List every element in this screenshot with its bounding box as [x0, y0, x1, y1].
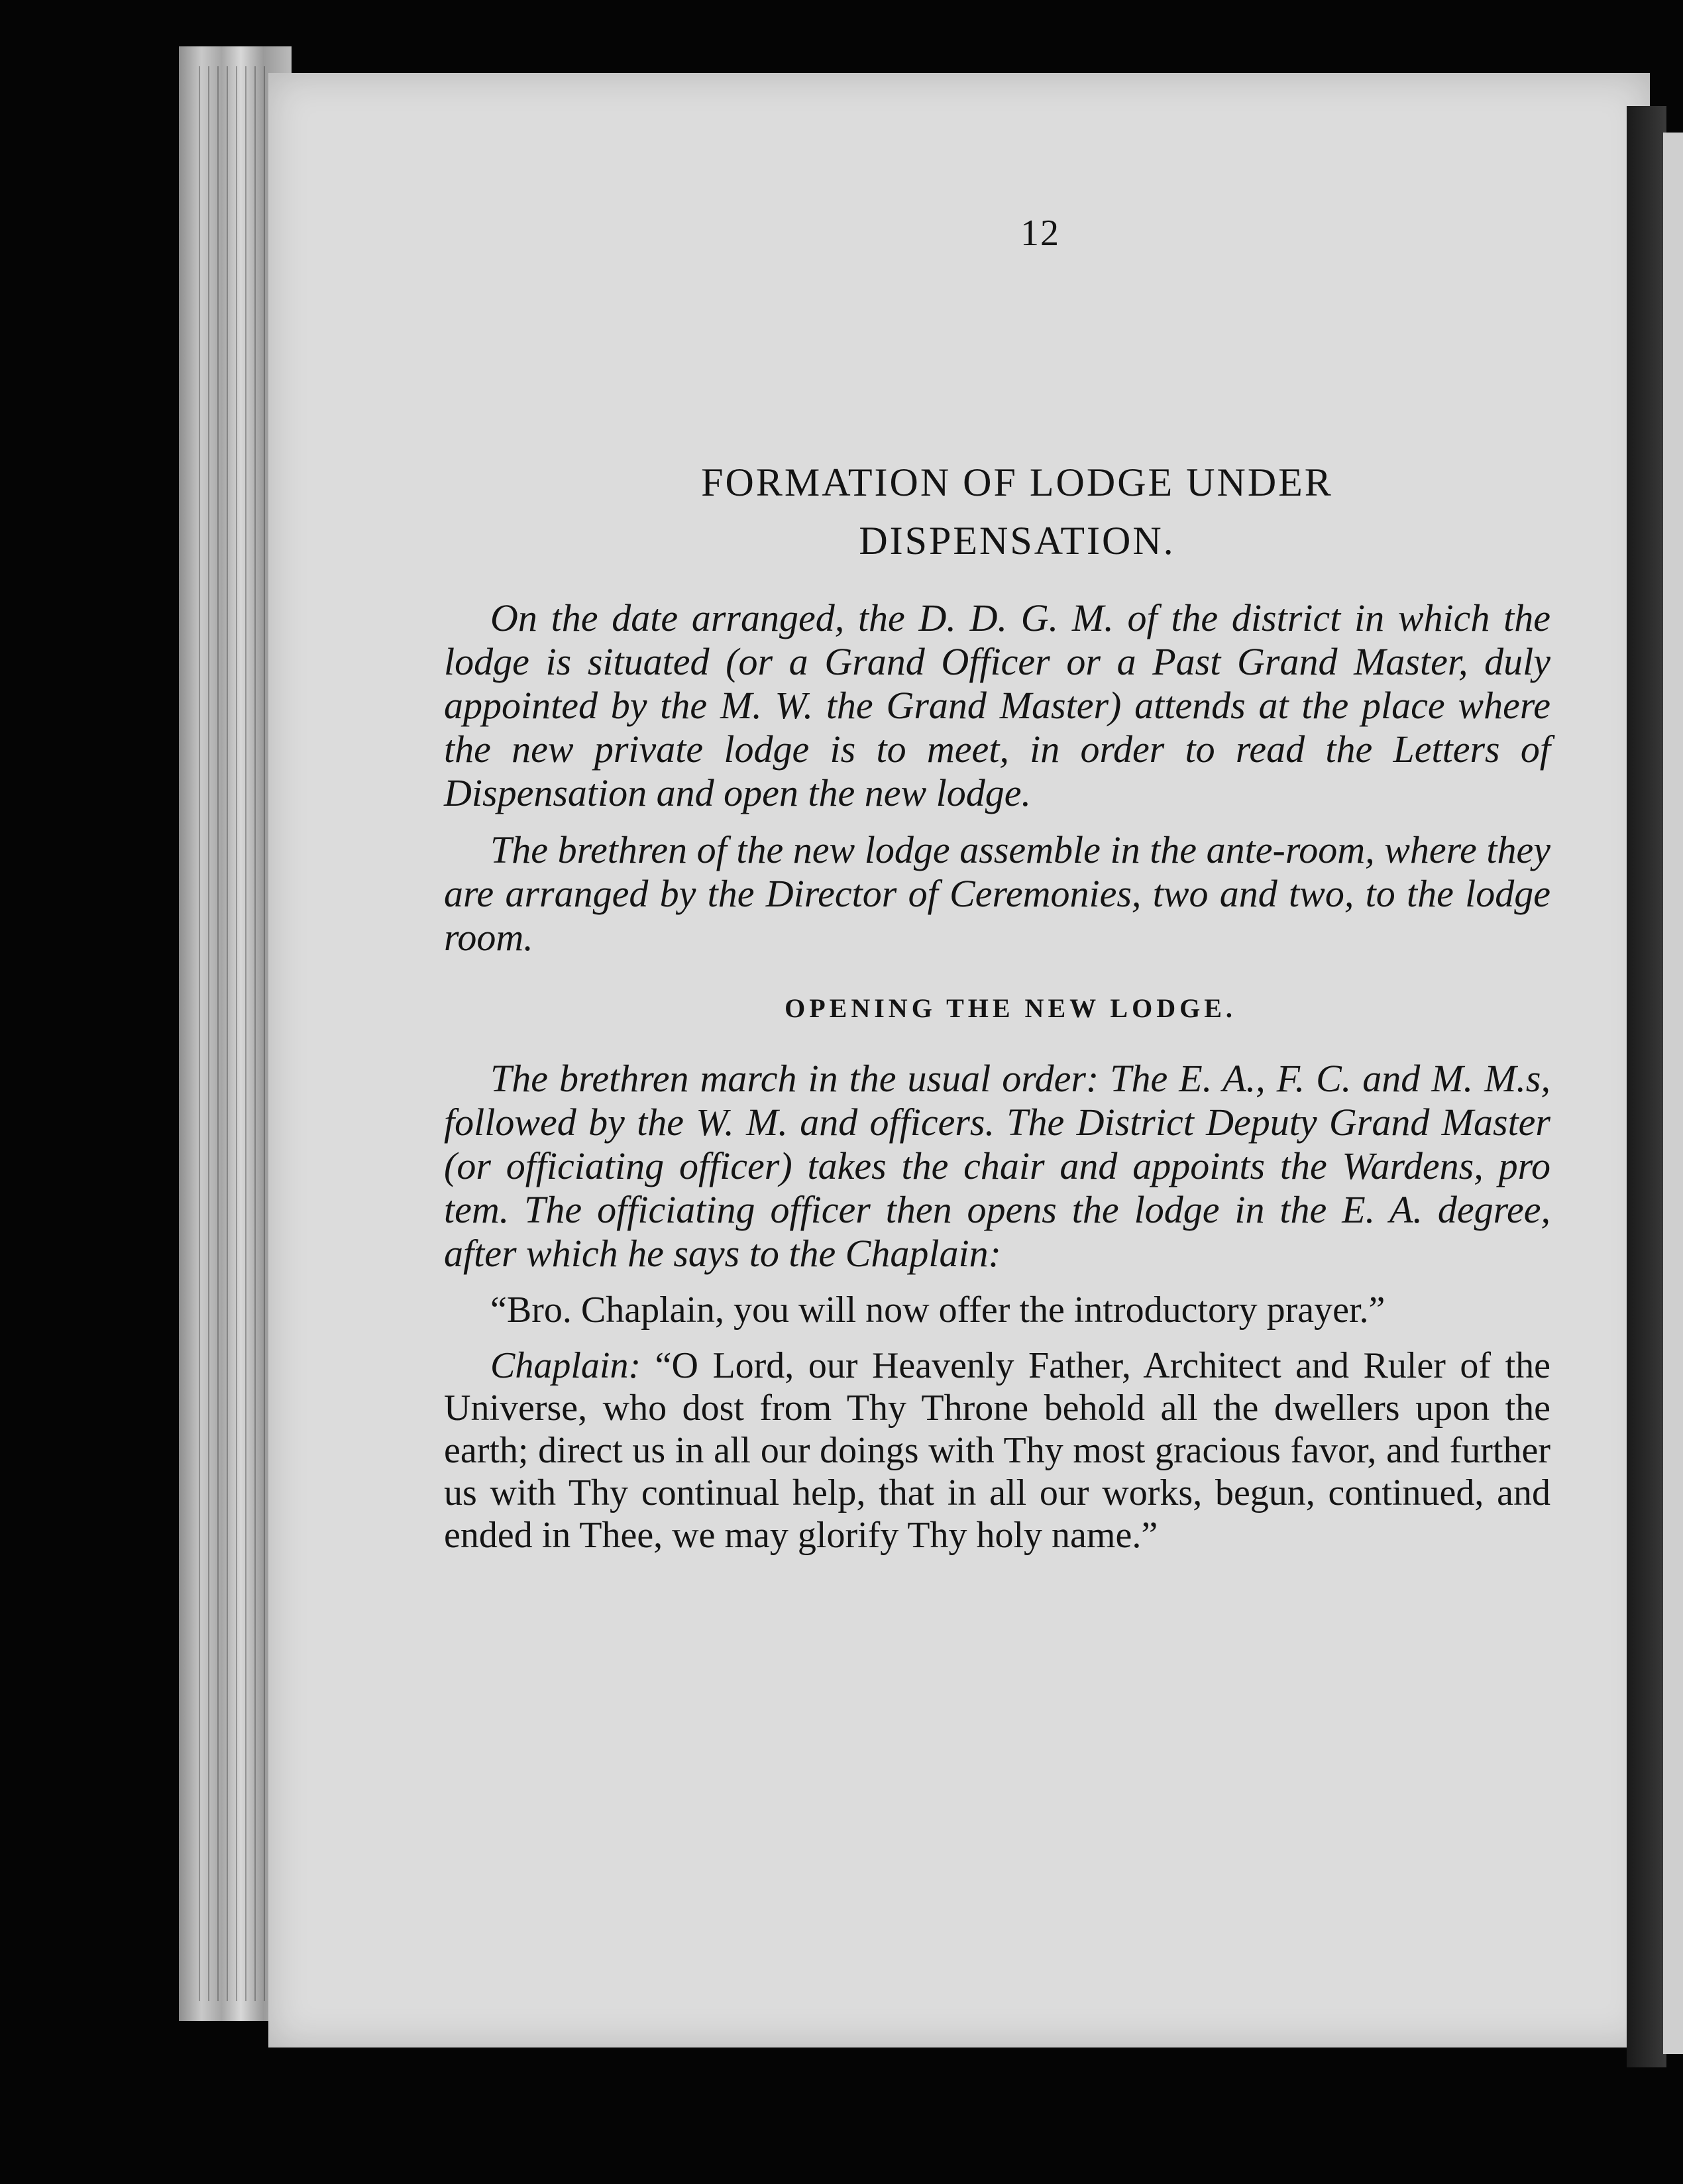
adjacent-page-edge: [1663, 133, 1683, 2054]
page-number: 12: [1020, 213, 1060, 254]
paragraph-3: The brethren march in the usual order: The E. A., F. C. and M. M.s, followed by the W. M. and officers. The District Deputy Grand Master (or officiating officer) takes the chair and appoints the Wardens, pro tem. The officiating officer then opens the lodge in the E. A. degree, after which he says to the Chaplain:: [444, 1057, 1550, 1275]
gutter-shadow: [1627, 106, 1666, 2067]
section-title-line-1: FORMATION OF LODGE UNDER: [701, 461, 1333, 504]
section-title-line-2: DISPENSATION.: [859, 519, 1175, 563]
chaplain-speaker: Chaplain:: [490, 1345, 641, 1386]
paragraph-1: On the date arranged, the D. D. G. M. of the district in which the lodge is situated (or a Grand Officer or a Past Grand Master, duly appointed by the M. W. the Grand Master) attends at the place where the new private lodge is to meet, in order to read the Letters of Dispensation and open the new lodge.: [444, 596, 1550, 814]
quote-1: “Bro. Chaplain, you will now offer the introductory prayer.”: [490, 1289, 1385, 1331]
chaplain-paragraph: [444, 1344, 1550, 1556]
paragraph-2: The brethren of the new lodge assemble in the ante-room, where they are arranged by the Director of Ceremonies, two and two, to the lodge room.: [444, 828, 1550, 959]
chaplain-prayer: “O Lord, our Heavenly Father, Architect and Ruler of the Universe, who dost from Thy Throne behold all the dwellers upon the earth; direct us in all our doings with Thy most gracious favor, and further us with Thy continual help, that in all our works, begun, continued, and ended in Thee, we may glorify Thy holy name.”: [444, 1345, 1551, 1556]
subheading: OPENING THE NEW LODGE.: [785, 993, 1236, 1023]
page-text: [444, 212, 1550, 1570]
section-title: [484, 453, 1550, 570]
page-edge-lines: [199, 66, 272, 2001]
